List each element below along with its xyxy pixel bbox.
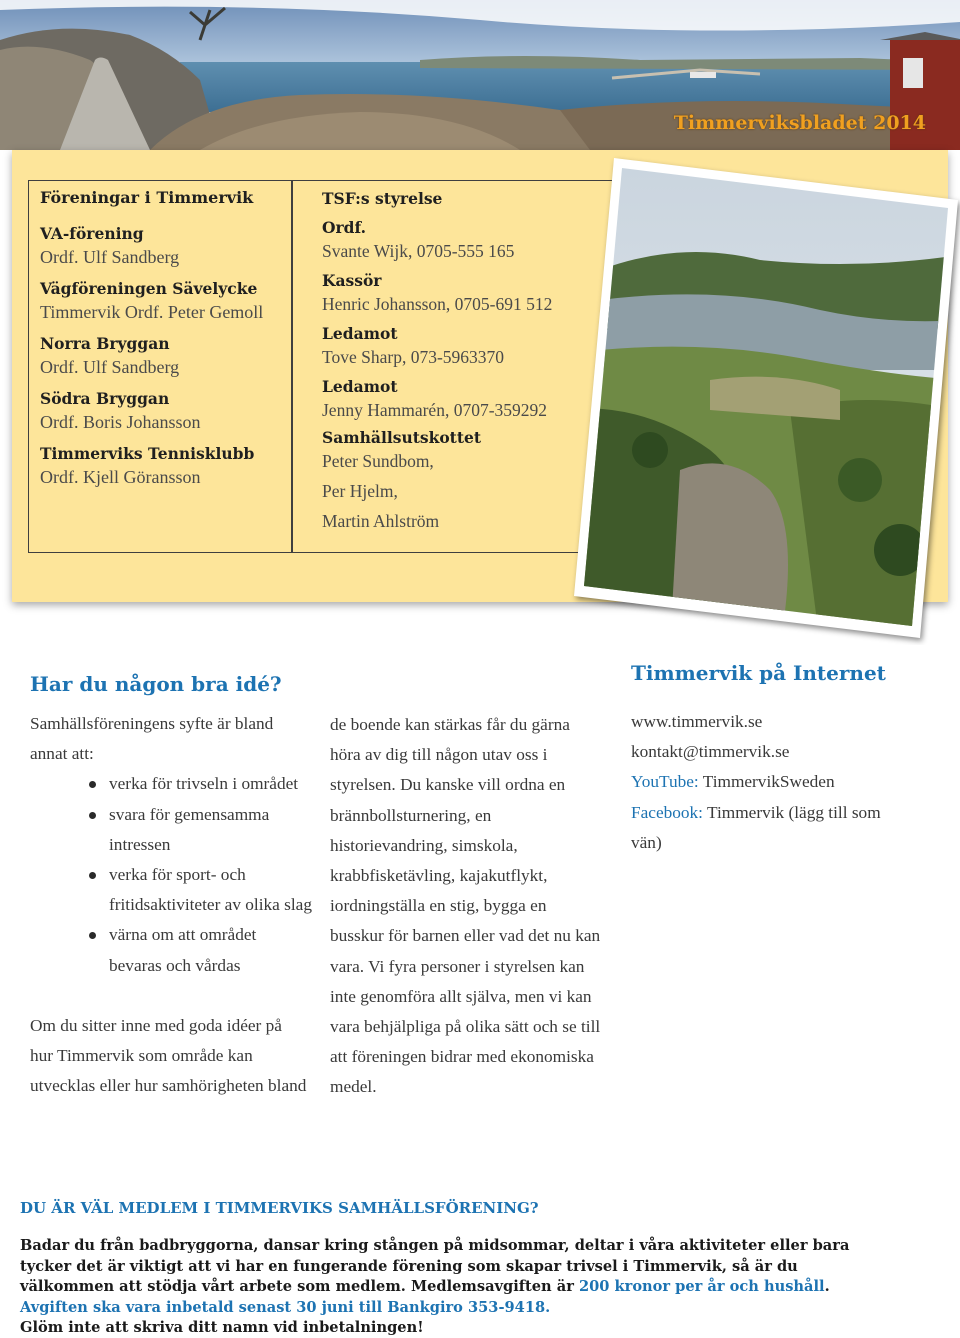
board-person: Svante Wijk, 0705-555 165	[322, 241, 515, 261]
facebook-page[interactable]: Timmervik (lägg till som	[707, 802, 881, 822]
facebook-label: Facebook:	[631, 802, 703, 822]
body-line: de boende kan stärkas får du gärna	[330, 715, 570, 734]
body-line: utvecklas eller hur samhörigheten bland	[30, 1076, 307, 1096]
association-chair: Ordf. Kjell Göransson	[40, 467, 201, 487]
payment-deadline: Avgiften ska vara inbetald senast 30 juni till Bankgiro 353-9418.	[20, 1298, 551, 1316]
board-role: Ledamot	[322, 377, 398, 396]
list-item-text: verka för sport- och	[109, 865, 246, 885]
header-banner	[0, 0, 960, 150]
body-line: iordningställa en stig, bygga en	[330, 896, 547, 916]
board-role: Kassör	[322, 271, 382, 290]
board-person: Henric Johansson, 0705-691 512	[322, 294, 553, 314]
body-line: vara behjälpliga på olika sätt och se till	[330, 1017, 601, 1037]
association-name: Timmerviks Tennisklubb	[40, 444, 255, 463]
list-item-text: verka för trivseln i området	[109, 774, 299, 794]
body-line: styrelsen. Du kanske vill ordna en	[330, 775, 566, 795]
ideas-column-2	[330, 710, 620, 1103]
list-item-text: bevaras och vårdas	[109, 955, 241, 975]
newsletter-title: Timmerviksbladet 2014	[673, 112, 926, 134]
ideas-column-1	[30, 709, 322, 1101]
association-name: Vägföreningen Sävelycke	[40, 279, 258, 298]
board-person: Jenny Hammarén, 0707-359292	[322, 400, 548, 420]
list-item	[30, 920, 322, 980]
list-item-text: intressen	[109, 834, 171, 854]
facebook-line	[631, 798, 941, 828]
membership-text	[20, 1236, 945, 1338]
body-line: krabbfisketävling, kajakutflykt,	[330, 866, 548, 886]
purpose-list	[30, 769, 322, 980]
association-chair: Ordf. Ulf Sandberg	[40, 247, 180, 267]
membership-heading: DU ÄR VÄL MEDLEM I TIMMERVIKS SAMHÄLLSFÖRENING?	[20, 1199, 539, 1217]
body-line: hur Timmervik som område kan	[30, 1046, 253, 1066]
membership-line: tycker det är viktigt att vi har en fungerande förening som skapar trivsel i Timmervik, så är du	[20, 1257, 798, 1275]
body-line: att föreningen bidrar med ekonomiska	[330, 1047, 594, 1067]
membership-line-part: välkommen att stödja vårt arbete som medlem. Medlemsavgiften är	[20, 1278, 579, 1295]
list-item-text: svara för gemensamma	[109, 804, 270, 824]
board-role: Ledamot	[322, 324, 398, 343]
ideas-heading: Har du någon bra idé?	[30, 672, 282, 696]
board-person: Tove Sharp, 073-5963370	[322, 347, 505, 367]
body-line: medel.	[330, 1077, 377, 1097]
payment-reminder: Glöm inte att skriva ditt namn vid inbetalningen!	[20, 1319, 424, 1336]
committee-person: Martin Ahlström	[322, 511, 440, 531]
committee-person: Peter Sundbom,	[322, 451, 434, 471]
board-heading: TSF:s styrelse	[322, 189, 443, 208]
committee-person: Per Hjelm,	[322, 481, 398, 501]
list-item-text: värna om att området	[109, 925, 257, 945]
body-line: vara. Vi fyra personer i styrelsen kan	[330, 956, 585, 976]
landscape-photo	[560, 150, 960, 645]
association-name: VA-förening	[40, 224, 144, 243]
association-name: Norra Bryggan	[40, 334, 170, 353]
associations-box	[28, 180, 292, 553]
youtube-label: YouTube:	[631, 772, 699, 792]
body-line: höra av dig till någon utav oss i	[330, 745, 548, 765]
association-name: Södra Bryggan	[40, 389, 170, 408]
association-chair: Ordf. Ulf Sandberg	[40, 357, 180, 377]
list-item-text: fritidsaktiviteter av olika slag	[109, 895, 312, 915]
internet-column	[631, 707, 941, 858]
youtube-channel[interactable]: TimmervikSweden	[702, 772, 835, 792]
facebook-page-cont: vän)	[631, 832, 662, 852]
membership-line-part: .	[824, 1278, 830, 1295]
youtube-line	[631, 767, 941, 797]
website-link[interactable]: www.timmervik.se	[631, 712, 763, 731]
body-line: Samhällsföreningens syfte är bland	[30, 714, 274, 733]
membership-line	[20, 1277, 945, 1298]
list-item	[30, 800, 322, 860]
membership-line: Badar du från badbryggorna, dansar kring stången på midsommar, deltar i våra aktiviteter eller bara	[20, 1237, 850, 1254]
email-link[interactable]: kontakt@timmervik.se	[631, 742, 790, 762]
association-chair: Timmervik Ordf. Peter Gemoll	[40, 302, 264, 322]
body-line: historievandring, simskola,	[330, 835, 518, 855]
association-chair: Ordf. Boris Johansson	[40, 412, 201, 432]
list-item	[30, 860, 322, 920]
associations-heading: Föreningar i Timmervik	[40, 188, 254, 207]
list-item	[30, 769, 322, 799]
board-role: Ordf.	[322, 218, 367, 237]
membership-fee: 200 kronor per år och hushåll	[578, 1278, 825, 1295]
body-line: brännbollsturnering, en	[330, 805, 492, 825]
committee-role: Samhällsutskottet	[322, 428, 482, 447]
body-line: Om du sitter inne med goda idéer på	[30, 1015, 282, 1035]
internet-heading: Timmervik på Internet	[631, 661, 886, 685]
body-line: annat att:	[30, 744, 94, 764]
body-line: inte genomföra allt själva, men vi kan	[330, 986, 592, 1006]
body-line: busskur för barnen eller vad det nu kan	[330, 926, 601, 946]
